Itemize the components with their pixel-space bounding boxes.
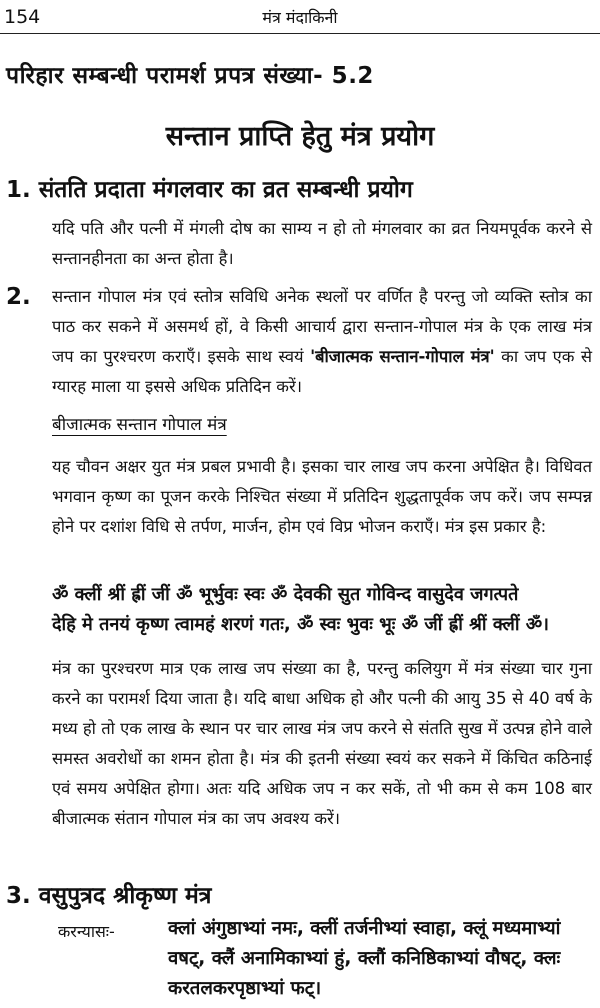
karanyasa-text: क्लां अंगुष्ठाभ्यां नमः, क्लीं तर्जनीभ्यां स्वाहा, क्लूं मध्यमाभ्यां वषट्, क्लैं अनामिकाभ्यां हुं, क्लौं कनिष्ठिकाभ्यां वौषट्, क्लः करतलकरपृष्ठाभ्यां फट्। xyxy=(168,918,561,999)
purascharan-paragraph: मंत्र का पुरश्चरण मात्र एक लाख जप संख्या का है, परन्तु कलियुग में मंत्र संख्या चार गुना करने का परामर्श दिया जाता है। यदि बाधा अधिक हो और पत्नी की आयु 35 से 40 वर्ष के मध्य हो तो एक लाख के स्थान पर चार लाख मंत्र जप करने से संतति सुख में उत्पन्न होने वाले समस्त अवरोधों का शमन होता है। मंत्र की इतनी संख्या स्वयं कर सकने में किंचित कठिनाई एवं समय अपेक्षित होगा। अतः यदि अधिक जप न कर सकें, तो भी कम से कम 108 बार बीजात्मक संतान गोपाल मंत्र का जप अवश्य करें। xyxy=(52,659,592,828)
item2-number: 2. xyxy=(6,284,31,310)
book-title: मंत्र मंदाकिनी xyxy=(262,8,338,27)
item2-text-b: का जप एक से ग्यारह माला या इससे अधिक प्रतिदिन करें। xyxy=(52,347,592,396)
mantra-line-1: ॐ क्लीं श्रीं ह्रीं जीं ॐ भूर्भुवः स्वः ॐ देवकी सुत गोविन्द वासुदेव जगत्पते xyxy=(52,584,519,605)
item1-paragraph: यदि पति और पत्नी में मंगली दोष का साम्य न हो तो मंगलवार का व्रत नियमपूर्वक करने से सन्तानहीनता का अन्त होता है। xyxy=(52,219,592,268)
page-header xyxy=(0,6,600,36)
bijatmak-paragraph: यह चौवन अक्षर युत मंत्र प्रबल प्रभावी है। इसका चार लाख जप करना अपेक्षित है। विधिवत भगवान कृष्ण का पूजन करके निश्चित संख्या में प्रतिदिन शुद्धतापूर्वक जप करें। जप सम्पन्न होने पर दशांश विधि से तर्पण, मार्जन, होम एवं विप्र भोजन कराएँ। मंत्र इस प्रकार है: xyxy=(52,457,592,536)
form-title: परिहार सम्बन्धी परामर्श प्रपत्र संख्या- 5.2 xyxy=(6,63,374,89)
item2-paragraph xyxy=(52,282,592,402)
header-rule xyxy=(0,33,600,34)
mantra-line-2: देहि मे तनयं कृष्ण त्वामहं शरणं गतः, ॐ स्वः भुवः भूः ॐ जीं ह्रीं श्रीं क्लीं ॐ। xyxy=(52,614,549,635)
item3-heading: 3. वसुपुत्रद श्रीकृष्ण मंत्र xyxy=(6,883,212,909)
item2-text-a: सन्तान गोपाल मंत्र एवं स्तोत्र सविधि अनेक स्थलों पर वर्णित है परन्तु जो व्यक्ति स्तोत्र का पाठ कर सकने में असमर्थ हों, वे किसी आचार्य द्वारा सन्तान-गोपाल मंत्र के एक लाख मंत्र जप का पुरश्चरण कराएँ। इसके साथ स्वयं xyxy=(52,287,592,366)
bijatmak-subheading: बीजात्मक सन्तान गोपाल मंत्र xyxy=(52,415,227,435)
mantra-block xyxy=(52,580,597,640)
section-title: सन्तान प्राप्ति हेतु मंत्र प्रयोग xyxy=(165,121,435,152)
item2-text-bold: 'बीजात्मक सन्तान-गोपाल मंत्र' xyxy=(310,347,495,366)
karanyasa-label: करन्यासः- xyxy=(58,922,115,941)
item1-heading: 1. संतति प्रदाता मंगलवार का व्रत सम्बन्धी प्रयोग xyxy=(6,177,413,203)
page-number: 154 xyxy=(4,6,41,28)
